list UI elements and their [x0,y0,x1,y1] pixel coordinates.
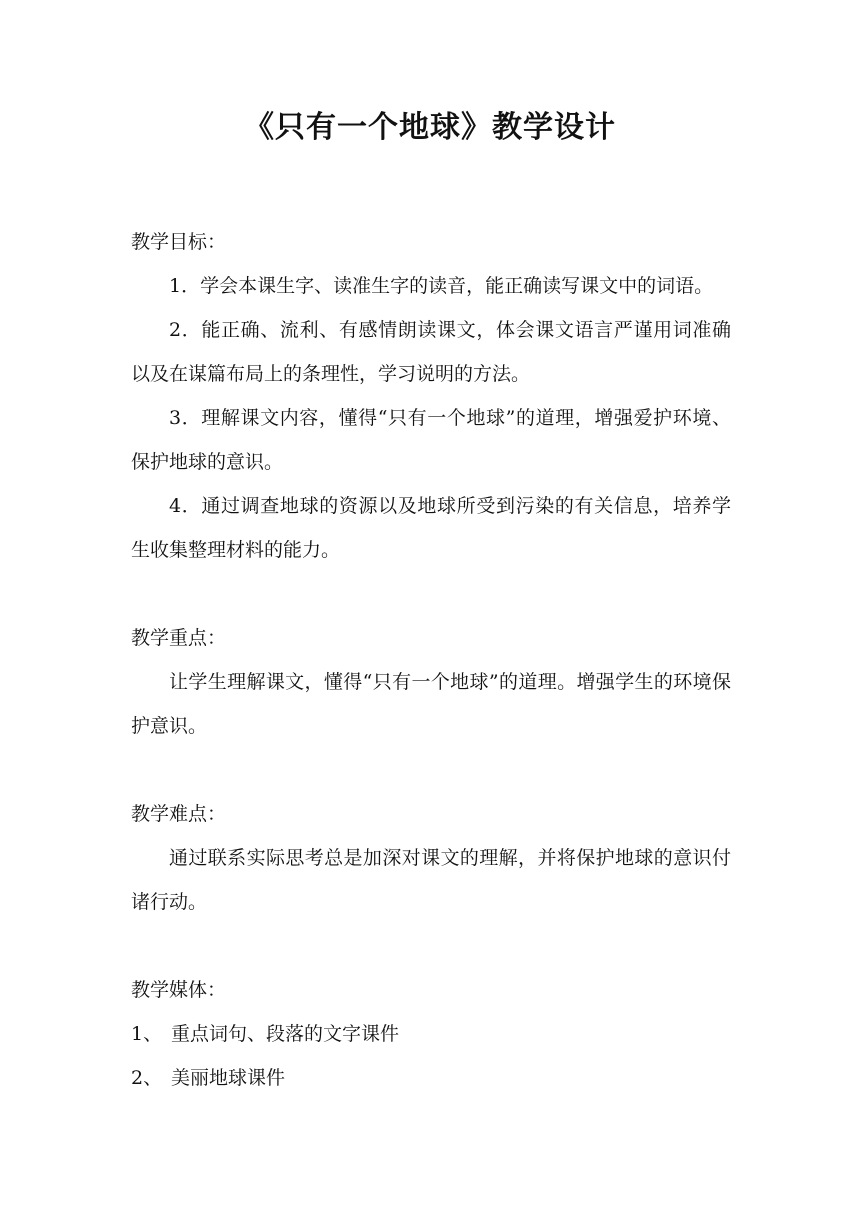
section-media [131,968,731,1100]
page-title: 《只有一个地球》教学设计 [244,110,616,145]
document-body [131,220,731,1100]
section-key-points [131,616,731,748]
list-item-text: 美丽地球课件 [171,1067,286,1089]
list-item-text: 重点词句、段落的文字课件 [171,1023,400,1045]
section-difficulties [131,792,731,924]
key-points-text: 让学生理解课文，懂得“只有一个地球”的道理。增强学生的环境保护意识。 [131,671,731,737]
section-heading: 教学难点： [131,803,227,825]
objective-item: 4．通过调查地球的资源以及地球所受到污染的有关信息，培养学生收集整理材料的能力。 [131,495,731,561]
objective-item: 1．学会本课生字、读准生字的读音，能正确读写课文中的词语。 [169,275,714,297]
list-item-number: 2、 [131,1067,163,1089]
list-item [131,1056,731,1100]
list-item-number: 1、 [131,1023,163,1045]
objective-item: 3．理解课文内容，懂得“只有一个地球”的道理，增强爱护环境、保护地球的意识。 [131,407,731,473]
objective-item: 2．能正确、流利、有感情朗读课文，体会课文语言严谨用词准确以及在谋篇布局上的条理性，学习说明的方法。 [131,319,731,385]
section-objectives [131,220,731,572]
section-heading: 教学目标： [131,231,227,253]
section-heading: 教学重点： [131,627,227,649]
section-heading: 教学媒体： [131,979,227,1001]
list-item [131,1012,731,1056]
difficulties-text: 通过联系实际思考总是加深对课文的理解，并将保护地球的意识付诸行动。 [131,847,731,913]
